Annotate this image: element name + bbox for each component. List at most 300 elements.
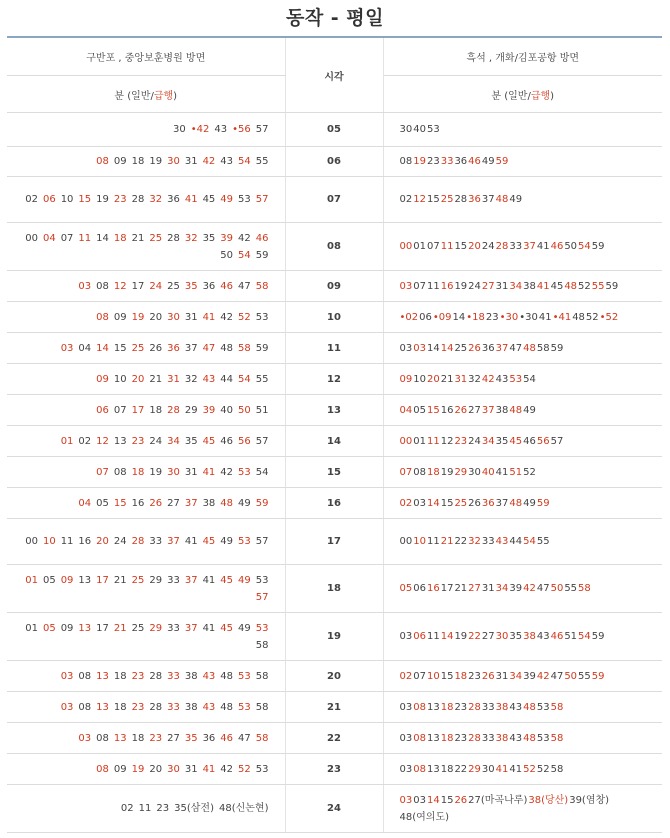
normal-minute: 42 (220, 311, 234, 323)
normal-minute: 07 (413, 670, 426, 682)
normal-minute: 24 (481, 241, 495, 252)
normal-minute: 20 (149, 311, 163, 323)
express-minute: 19 (413, 156, 426, 167)
express-minute: 16 (440, 280, 454, 292)
normal-minute: 08 (399, 156, 413, 167)
express-minute: 50 (564, 670, 578, 682)
express-minute: 00 (399, 435, 413, 447)
express-minute: 38 (523, 631, 536, 642)
normal-minute: 19 (454, 280, 468, 292)
express-minute: 08 (413, 701, 426, 713)
left-minutes-cell (7, 113, 285, 147)
normal-minute: 39(염창) (569, 794, 610, 806)
express-minute: 59 (536, 497, 550, 509)
hour-cell: 09 (285, 271, 383, 302)
normal-minute: 25 (131, 622, 145, 634)
left-minutes-cell (7, 488, 285, 519)
normal-minute: 25 (167, 280, 180, 292)
express-minute: 38(당산) (528, 794, 569, 806)
express-minute: 18 (426, 466, 440, 478)
hour-cell: 12 (285, 364, 383, 395)
normal-minute: 53 (536, 701, 550, 713)
table-row (7, 488, 662, 519)
express-minute: 19 (131, 311, 145, 323)
express-minute: 13 (78, 622, 92, 634)
normal-minute: 31 (495, 670, 509, 682)
right-minutes-cell (383, 565, 662, 613)
express-minute: •56 (232, 124, 251, 135)
express-minute: 37 (184, 574, 198, 586)
express-minute: 19 (131, 763, 145, 775)
normal-minute: 15 (426, 194, 440, 205)
left-minutes-cell (7, 785, 285, 833)
normal-minute: 09 (113, 311, 127, 323)
normal-minute: 28 (131, 194, 145, 205)
express-minute: 53 (238, 466, 251, 478)
express-minute: 33 (440, 156, 454, 167)
normal-minute: 36 (454, 156, 468, 167)
express-minute: 48 (523, 342, 536, 354)
express-minute: 45 (509, 435, 523, 447)
express-minute: 26 (149, 497, 163, 509)
table-row (7, 302, 662, 333)
express-minute: 47 (202, 342, 216, 354)
hour-cell: 06 (285, 147, 383, 177)
express-minute: 54 (523, 536, 536, 547)
normal-minute: 17 (131, 280, 145, 292)
normal-minute: 31 (184, 311, 198, 323)
normal-minute: 13 (426, 701, 440, 713)
normal-minute: 31 (481, 583, 495, 594)
left-minutes-cell (7, 692, 285, 723)
normal-minute: 13 (426, 732, 440, 744)
table-row (7, 364, 662, 395)
normal-minute: 48 (572, 311, 585, 323)
normal-minute: 45 (202, 194, 216, 205)
normal-minute: 00 (25, 536, 38, 547)
express-minute: •41 (552, 311, 572, 323)
normal-minute: 36 (202, 280, 216, 292)
express-minute: 48 (523, 701, 536, 713)
normal-minute: 49 (220, 536, 234, 547)
normal-minute: 33 (149, 536, 163, 547)
express-minute: 06 (413, 631, 426, 642)
page-title: 동작 - 평일 (285, 7, 385, 29)
express-minute: 42 (536, 670, 550, 682)
normal-minute: 45 (550, 280, 564, 292)
express-minute: 37 (184, 622, 198, 634)
express-minute: •42 (190, 124, 210, 135)
express-minute: 25 (149, 232, 163, 244)
normal-minute: 03 (399, 763, 413, 775)
express-minute: 09 (60, 574, 74, 586)
normal-minute: 58 (255, 701, 269, 713)
table-row (7, 395, 662, 426)
normal-minute: 02 (120, 803, 134, 814)
express-minute: 57 (255, 591, 269, 603)
express-minute: 01 (60, 435, 74, 447)
express-minute: 20 (426, 373, 440, 385)
express-label: 급행 (153, 90, 174, 102)
normal-minute: 33 (167, 622, 180, 634)
express-minute: 54 (238, 156, 251, 167)
normal-minute: 52 (578, 280, 591, 292)
express-minute: 10 (42, 536, 56, 547)
left-minutes-cell (7, 271, 285, 302)
normal-minute: 32 (184, 373, 198, 385)
normal-minute: 38 (184, 701, 198, 713)
express-minute: 58 (578, 583, 591, 594)
normal-minute: 11 (138, 803, 152, 814)
normal-minute: 03 (399, 732, 413, 744)
normal-minute: 40 (220, 404, 234, 416)
express-minute: 38 (495, 701, 509, 713)
normal-minute: 53 (238, 194, 251, 205)
express-minute: 41 (184, 194, 198, 205)
express-minute: 33 (167, 701, 180, 713)
express-minute: 48 (564, 280, 578, 292)
express-minute: 34 (495, 583, 509, 594)
normal-minute: 44 (509, 536, 523, 547)
table-row (7, 754, 662, 785)
express-minute: 03 (60, 342, 74, 354)
express-minute: 30 (167, 466, 180, 478)
normal-minute: 48 (220, 670, 234, 682)
normal-minute: 55 (578, 670, 591, 682)
normal-minute: 10 (413, 373, 426, 385)
table-row (7, 333, 662, 364)
normal-minute: 57 (550, 435, 564, 447)
express-minute: 32 (468, 536, 481, 547)
hour-cell: 23 (285, 754, 383, 785)
normal-minute: 00 (399, 536, 413, 547)
normal-minute: 37 (481, 194, 495, 205)
normal-minute: 42 (238, 232, 251, 244)
right-minutes-cell (383, 661, 662, 692)
express-minute: 38 (495, 732, 509, 744)
express-minute: 52 (238, 311, 251, 323)
express-minute: 51 (509, 466, 523, 478)
express-minute: 54 (238, 373, 251, 385)
normal-minute: 31 (184, 466, 198, 478)
normal-minute: 53 (255, 763, 269, 775)
express-minute: 03 (78, 732, 92, 744)
normal-minute: 22 (454, 536, 468, 547)
express-minute: 25 (454, 497, 468, 509)
normal-minute: 10 (60, 194, 74, 205)
left-minutes-cell (7, 333, 285, 364)
express-label: 급행 (530, 90, 551, 102)
normal-minute: 12 (440, 435, 454, 447)
table-row (7, 723, 662, 754)
express-minute: 31 (167, 373, 180, 385)
normal-minute: 07 (60, 232, 74, 244)
express-minute: 37 (523, 241, 536, 252)
express-minute: 03 (399, 794, 413, 806)
hour-cell: 21 (285, 692, 383, 723)
normal-minute: 49 (523, 404, 536, 416)
normal-minute: 13 (113, 435, 127, 447)
normal-minute: 17 (96, 622, 109, 634)
express-minute: 22 (468, 631, 481, 642)
left-minutes-cell (7, 565, 285, 613)
normal-minute: 41 (202, 622, 216, 634)
express-minute: 32 (149, 194, 163, 205)
hour-cell: 24 (285, 785, 383, 833)
normal-minute: 07 (413, 280, 426, 292)
table-row (7, 565, 662, 613)
normal-minute: 01 (25, 622, 38, 634)
normal-minute: 43 (509, 732, 523, 744)
express-minute: 59 (255, 497, 269, 509)
express-minute: 20 (468, 241, 481, 252)
normal-minute: 13 (426, 763, 440, 775)
express-minute: •18 (466, 311, 485, 323)
normal-minute: 59 (255, 249, 269, 261)
left-direction-header: 구반포 , 중앙보훈병원 방면 (7, 37, 285, 76)
normal-minute: 33 (481, 701, 495, 713)
express-minute: 30 (167, 311, 180, 323)
normal-minute: 14 (452, 311, 466, 323)
right-minutes-cell (383, 785, 662, 833)
hour-cell: 08 (285, 223, 383, 271)
normal-minute: 33 (167, 574, 180, 586)
express-minute: 26 (454, 404, 468, 416)
normal-minute: 24 (468, 435, 481, 447)
express-minute: 29 (149, 622, 163, 634)
normal-minute: 51 (564, 631, 578, 642)
normal-minute: 21 (131, 232, 145, 244)
normal-minute: 15 (440, 497, 454, 509)
express-minute: 11 (440, 241, 454, 252)
normal-minute: 55 (536, 536, 550, 547)
normal-minute: 49 (481, 156, 495, 167)
right-minutes-cell (383, 519, 662, 565)
express-minute: 23 (131, 435, 145, 447)
express-minute: 23 (131, 670, 145, 682)
normal-minute: 46 (220, 435, 234, 447)
normal-minute: 15 (454, 241, 468, 252)
normal-minute: 06 (419, 311, 432, 323)
table-row (7, 223, 662, 271)
normal-minute: 16 (78, 536, 92, 547)
express-minute: 53 (509, 373, 523, 385)
express-minute: 14 (426, 794, 440, 806)
normal-minute: 49 (238, 622, 251, 634)
normal-minute: 08 (96, 732, 109, 744)
express-minute: 15 (78, 194, 92, 205)
express-minute: 11 (78, 232, 92, 244)
normal-minute: 59 (591, 241, 605, 252)
express-minute: 54 (578, 631, 591, 642)
normal-minute: 55 (564, 583, 578, 594)
express-minute: 56 (238, 435, 251, 447)
express-minute: 43 (495, 536, 509, 547)
right-minutes-cell (383, 488, 662, 519)
normal-minute: 48 (220, 701, 234, 713)
hour-cell: 16 (285, 488, 383, 519)
express-minute: 23 (454, 435, 468, 447)
express-minute: 55 (591, 280, 605, 292)
express-minute: •30 (499, 311, 519, 323)
hour-cell: 22 (285, 723, 383, 754)
express-minute: 13 (96, 670, 109, 682)
right-minutes-cell (383, 223, 662, 271)
normal-minute: 30 (399, 124, 413, 135)
normal-minute: 43 (536, 631, 550, 642)
normal-minute: 30 (173, 124, 186, 135)
left-minutes-cell (7, 519, 285, 565)
express-minute: 46 (550, 241, 564, 252)
express-minute: 21 (440, 536, 454, 547)
table-row (7, 147, 662, 177)
normal-minute: 30 (468, 466, 481, 478)
express-minute: 59 (591, 670, 605, 682)
normal-minute: 31 (495, 280, 509, 292)
normal-minute: 28 (454, 194, 468, 205)
normal-minute: 23 (454, 701, 468, 713)
normal-minute: 47 (550, 670, 564, 682)
normal-minute: 08 (113, 466, 127, 478)
express-minute: 14 (426, 497, 440, 509)
express-minute: 08 (96, 763, 109, 775)
normal-minute: 21 (113, 574, 127, 586)
normal-minute: 09 (60, 622, 74, 634)
normal-minute: 21 (149, 373, 163, 385)
express-minute: 58 (255, 280, 269, 292)
express-minute: 35 (184, 280, 198, 292)
normal-minute: 52 (523, 466, 536, 478)
normal-minute: 36 (481, 342, 495, 354)
express-minute: 12 (96, 435, 109, 447)
normal-minute: 41 (536, 241, 550, 252)
normal-minute: 08 (78, 670, 92, 682)
normal-minute: 35 (202, 232, 216, 244)
normal-minute: 41 (184, 536, 198, 547)
express-minute: 36 (167, 342, 180, 354)
express-minute: 58 (550, 732, 564, 744)
hour-column-header: 시각 (285, 37, 383, 113)
express-minute: 10 (426, 670, 440, 682)
normal-minute: 23 (468, 670, 481, 682)
normal-minute: 09 (113, 763, 127, 775)
hour-cell: 11 (285, 333, 383, 364)
normal-minute: 33 (481, 536, 495, 547)
normal-minute: 03 (399, 631, 413, 642)
normal-minute: 53 (255, 311, 269, 323)
normal-minute: •30 (519, 311, 538, 323)
left-minutes-cell (7, 223, 285, 271)
normal-minute: 47 (238, 732, 251, 744)
express-minute: 12 (413, 194, 426, 205)
right-minutes-cell (383, 457, 662, 488)
express-minute: 11 (426, 435, 440, 447)
normal-minute: 51 (255, 404, 269, 416)
express-minute: 53 (238, 701, 251, 713)
express-minute: 23 (113, 194, 127, 205)
normal-minute: 02 (78, 435, 92, 447)
right-minutes-cell (383, 333, 662, 364)
normal-minute: 57 (255, 124, 269, 135)
normal-minute: 20 (149, 763, 163, 775)
right-minutes-cell (383, 723, 662, 754)
normal-minute: 16 (131, 497, 145, 509)
normal-minute: 14 (96, 232, 109, 244)
express-minute: 48 (495, 194, 509, 205)
normal-minute: 53 (536, 732, 550, 744)
normal-minute: 49 (523, 497, 536, 509)
normal-minute: 18 (131, 156, 145, 167)
normal-minute: 52 (585, 311, 599, 323)
normal-minute: 31 (184, 763, 198, 775)
express-minute: 03 (413, 342, 426, 354)
normal-minute: 15 (440, 670, 454, 682)
normal-minute: 48 (220, 342, 234, 354)
normal-minute: 58 (550, 763, 564, 775)
express-minute: 54 (578, 241, 591, 252)
table-row (7, 692, 662, 723)
normal-minute: 05 (96, 497, 109, 509)
normal-minute: 15 (440, 794, 454, 806)
express-minute: 04 (78, 497, 92, 509)
express-minute: 12 (113, 280, 127, 292)
normal-minute: 38 (184, 670, 198, 682)
express-minute: 05 (42, 622, 56, 634)
right-minutes-cell (383, 271, 662, 302)
normal-minute: 19 (454, 631, 468, 642)
express-minute: 41 (202, 763, 216, 775)
express-minute: 42 (523, 583, 536, 594)
express-minute: 49 (220, 194, 234, 205)
normal-minute: 11 (426, 631, 440, 642)
express-minute: 07 (399, 466, 413, 478)
express-minute: 17 (96, 574, 109, 586)
express-minute: 58 (255, 732, 269, 744)
normal-minute: 03 (399, 701, 413, 713)
express-minute: 26 (481, 670, 495, 682)
express-minute: 03 (60, 670, 74, 682)
express-minute: 13 (113, 732, 127, 744)
express-minute: 18 (131, 466, 145, 478)
express-minute: 23 (131, 701, 145, 713)
normal-minute: 33 (481, 732, 495, 744)
normal-minute: 17 (440, 583, 454, 594)
hour-cell: 19 (285, 613, 383, 661)
express-minute: 20 (96, 536, 109, 547)
express-minute: 37 (481, 404, 495, 416)
normal-minute: 47 (238, 280, 251, 292)
normal-minute: 24 (113, 536, 127, 547)
normal-minute: 11 (426, 280, 440, 292)
express-minute: 58 (550, 701, 564, 713)
normal-minute: 35 (495, 435, 509, 447)
normal-minute: 39 (509, 583, 523, 594)
normal-minute: 55 (255, 373, 269, 385)
right-minutes-cell (383, 177, 662, 223)
express-minute: 42 (202, 156, 216, 167)
normal-minute: 57 (255, 435, 269, 447)
express-minute: 37 (184, 497, 198, 509)
express-minute: 04 (399, 404, 413, 416)
normal-minute: 53 (255, 574, 269, 586)
express-minute: 39 (220, 232, 234, 244)
normal-minute: 50 (564, 241, 578, 252)
left-minutes-cell (7, 177, 285, 223)
normal-minute: 03 (413, 794, 426, 806)
normal-minute: 01 (413, 435, 426, 447)
right-minutes-cell (383, 426, 662, 457)
normal-minute: 41 (202, 574, 216, 586)
